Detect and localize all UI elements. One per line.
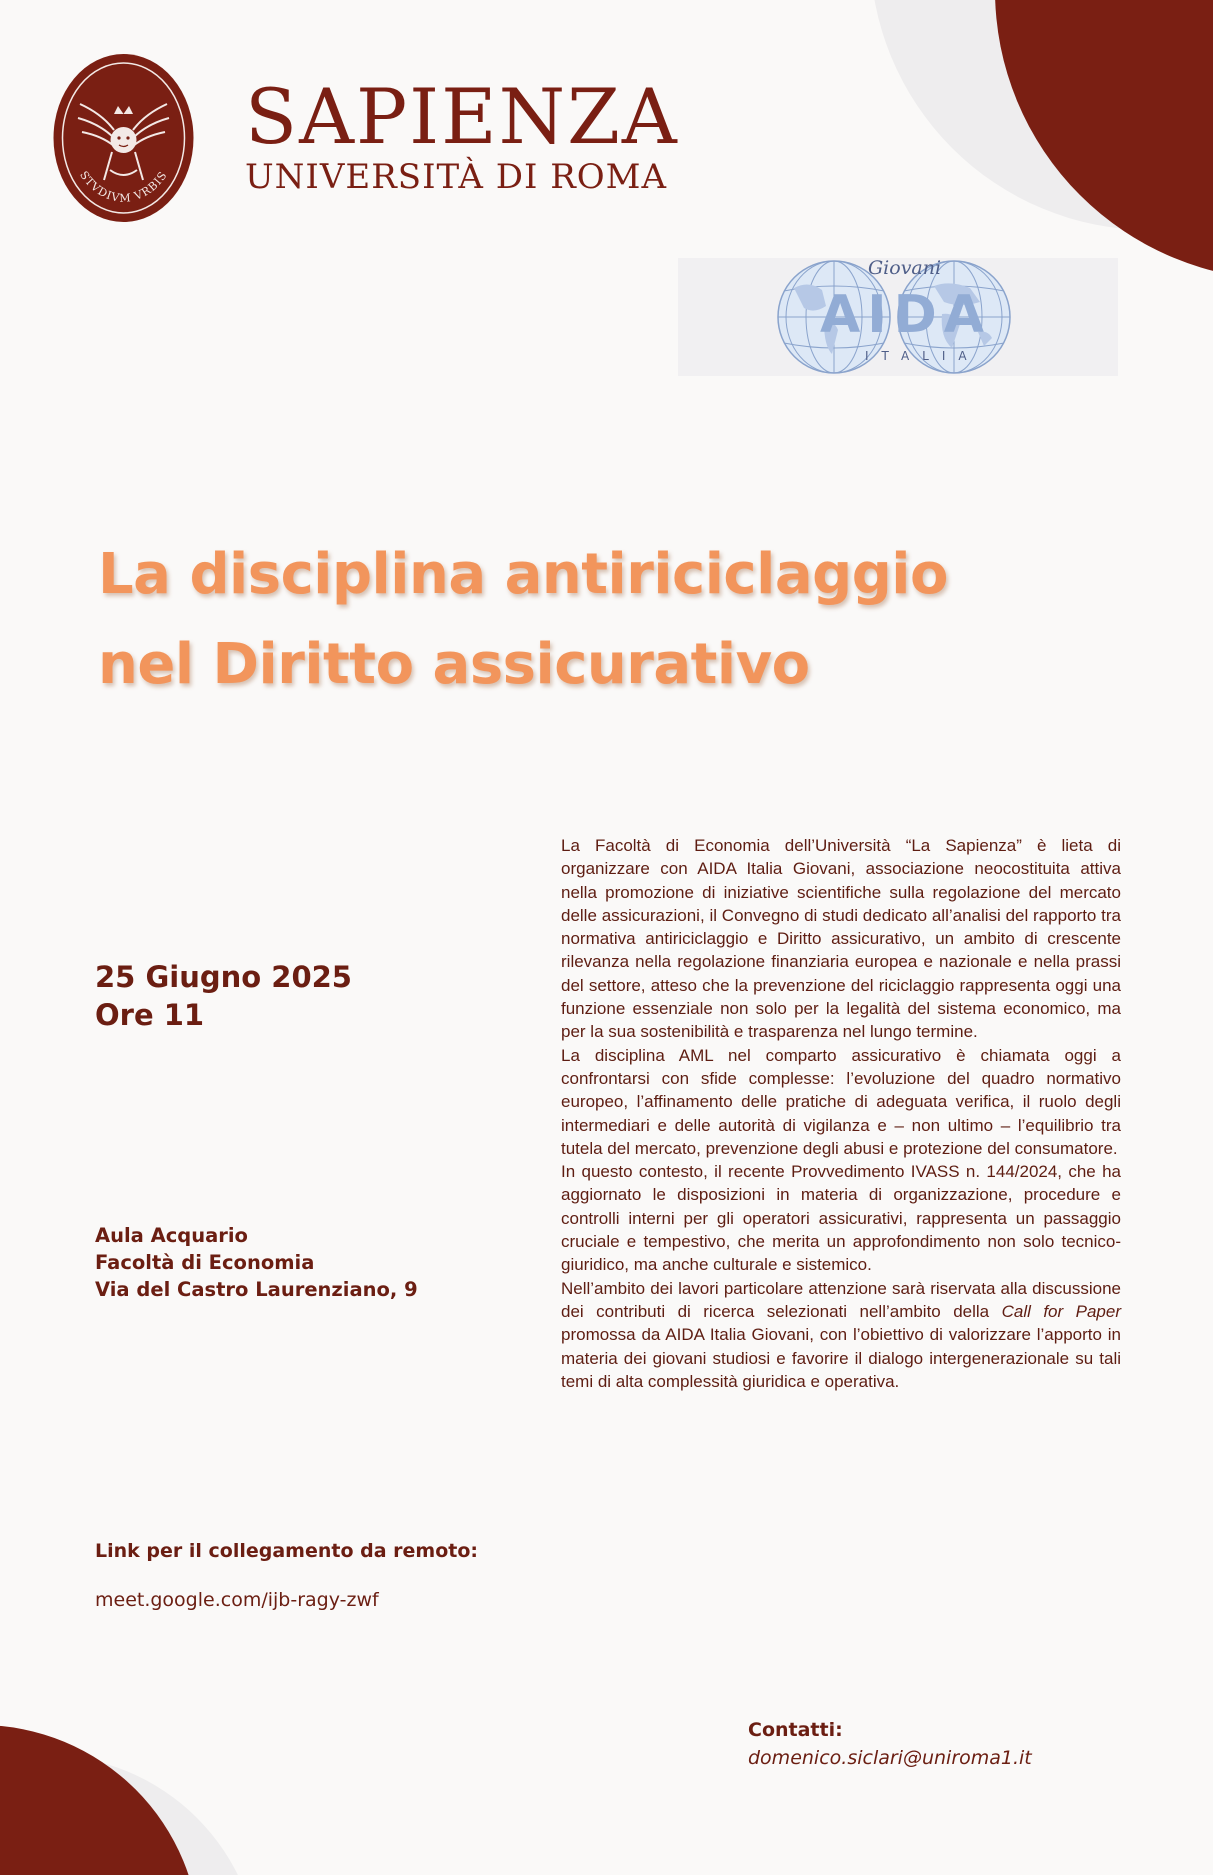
sapienza-subtitle: UNIVERSITÀ DI ROMA	[245, 157, 668, 197]
aida-giovani-script: Giovani	[868, 257, 942, 279]
contact-email-link[interactable]: domenico.siclari@uniroma1.it	[748, 1747, 1032, 1769]
aida-italia-label: ITALIA	[865, 349, 980, 363]
event-date: 25 Giugno 2025	[95, 960, 352, 994]
description-paragraph-4	[561, 1277, 1121, 1393]
remote-meeting-link[interactable]: meet.google.com/ijb-ragy-zwf	[95, 1589, 379, 1611]
event-description	[561, 834, 1121, 1393]
sapienza-name: SAPIENZA	[245, 72, 679, 161]
remote-link-label: Link per il collegamento da remoto:	[95, 1540, 478, 1562]
paragraph-4-end: promossa da AIDA Italia Giovani, con l’obiettivo di valorizzare l’apporto in materia dei giovani studiosi e favorire il dialogo intergenerazionale su tali temi di alta complessità giuridica e operativa.	[561, 1325, 1121, 1391]
call-for-paper-text: Call for Paper	[1001, 1301, 1121, 1321]
sapienza-seal-logo	[52, 52, 195, 224]
event-title-line-1: La disciplina antiriciclaggio	[98, 542, 948, 607]
aida-wordmark: AIDA	[820, 285, 991, 345]
event-when	[95, 958, 352, 1034]
paragraph-4-start: Nell’ambito dei lavori particolare attenzione sarà riservata alla discussione dei contributi di ricerca selezionati nell’ambito della	[561, 1278, 1121, 1321]
venue-faculty: Facoltà di Economia	[95, 1251, 315, 1274]
event-title	[98, 530, 1098, 710]
event-title-line-2: nel Diritto assicurativo	[98, 632, 810, 697]
venue-room: Aula Acquario	[95, 1224, 248, 1247]
description-paragraph-1: La Facoltà di Economia dell’Università “La Sapienza” è lieta di organizzare con AIDA Italia Giovani, associazione neocostituita attiva nella promozione di iniziative scientifiche sulla regolazione del mercato delle assicurazioni, il Convegno di studi dedicato all’analisi del rapporto tra normativa antiriciclaggio e Diritto assicurativo, un ambito di crescente rilevanza nella regolazione finanziaria europea e nazionale e nella prassi del settore, atteso che la prevenzione del riciclaggio rappresenta oggi una funzione essenziale non solo per la legalità del sistema economico, ma per la sua sostenibilità e trasparenza nel lungo termine.	[561, 836, 1121, 1042]
description-paragraph-3: In questo contesto, il recente Provvedimento IVASS n. 144/2024, che ha aggiornato le disposizioni in materia di organizzazione, procedure e controlli interni per gli operatori assicurativi, rappresenta un passaggio cruciale e tempestivo, che merita un approfondimento non solo tecnico-giuridico, ma anche culturale e sistemico.	[561, 1162, 1121, 1275]
event-venue	[95, 1222, 418, 1303]
contacts-block	[748, 1716, 1032, 1772]
venue-address: Via del Castro Laurenziano, 9	[95, 1278, 418, 1301]
seal-motto: STVDIVM VRBIS	[77, 168, 170, 205]
sapienza-wordmark	[245, 72, 679, 197]
event-time: Ore 11	[95, 998, 205, 1032]
description-paragraph-2: La disciplina AML nel comparto assicurativo è chiamata oggi a confrontarsi con sfide complesse: l’evoluzione del quadro normativo europeo, l’affinamento delle pratiche di adeguata verifica, il ruolo degli intermediari e delle autorità di vigilanza e – non ultimo – l’equilibrio tra tutela del mercato, prevenzione degli abusi e protezione del consumatore.	[561, 1045, 1121, 1158]
contacts-label: Contatti:	[748, 1719, 843, 1741]
